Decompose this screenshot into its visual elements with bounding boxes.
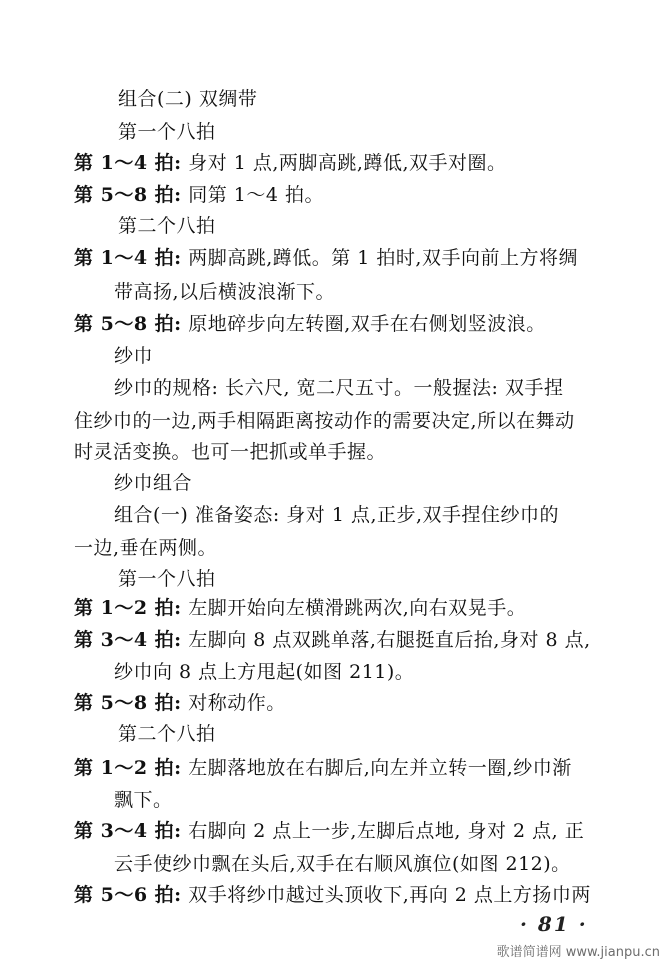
line-text: 组合(一) 准备姿态: 身对 1 点,正步,双手捏住纱巾的	[114, 504, 560, 526]
beat-line	[74, 629, 591, 651]
beat-text: 两脚高跳,蹲低。第 1 拍时,双手向前上方将绸	[181, 247, 578, 269]
beat-label: 第 1～2 拍:	[74, 757, 182, 779]
beat-text: 左脚落地放在右脚后,向左并立转一圈,纱巾渐	[181, 757, 572, 779]
continuation-line	[114, 853, 571, 875]
line-text: 云手使纱巾飘在头后,双手在右顺风旗位(如图 212)。	[114, 853, 571, 875]
line-text: 纱巾	[114, 345, 154, 367]
beat-text: 对称动作。	[181, 692, 286, 714]
site-watermark: 歌谱简谱网 www.jianpu.cn	[496, 945, 660, 960]
beat-text: 原地碎步向左转圈,双手在右侧划竖波浪。	[181, 313, 546, 335]
beat-line	[74, 152, 507, 174]
line-text: 飘下。	[114, 789, 173, 811]
line-text: 第一个八拍	[118, 568, 216, 590]
continuation-line	[114, 789, 173, 811]
beat-label: 第 5～6 拍:	[74, 884, 182, 906]
continuation-line	[114, 281, 335, 303]
line-text: 纱巾的规格: 长六尺, 宽二尺五寸。一般握法: 双手捏	[114, 377, 564, 399]
line-text: 第二个八拍	[118, 723, 216, 745]
beat-line	[74, 184, 324, 206]
beat-text: 左脚开始向左横滑跳两次,向右双晃手。	[181, 597, 527, 619]
line-text: 第一个八拍	[118, 121, 216, 143]
beat-line	[74, 247, 578, 269]
line-text: 组合(二) 双绸带	[118, 88, 258, 110]
beat-text: 右脚向 2 点上一步,左脚后点地, 身对 2 点, 正	[181, 820, 585, 842]
beat-line	[74, 692, 286, 714]
line-text: 第二个八拍	[118, 215, 216, 237]
beat-label: 第 5～8 拍:	[74, 692, 182, 714]
subheading-second-eight-beats	[118, 723, 216, 745]
line-text: 带高扬,以后横波浪渐下。	[114, 281, 336, 303]
section-title-combination-2	[118, 88, 257, 110]
paragraph-line	[74, 410, 575, 432]
subheading-first-eight-beats	[118, 568, 216, 590]
beat-line	[74, 597, 526, 619]
beat-text: 身对 1 点,两脚高跳,蹲低,双手对圈。	[181, 152, 507, 174]
paragraph-line	[114, 504, 559, 526]
line-text: 纱巾向 8 点上方甩起(如图 211)。	[114, 661, 415, 683]
section-title-gauze-combination	[114, 472, 192, 494]
paragraph-line	[74, 537, 217, 559]
beat-text: 同第 1～4 拍。	[181, 184, 324, 206]
beat-label: 第 1～4 拍:	[74, 247, 182, 269]
beat-text: 左脚向 8 点双跳单落,右腿挺直后抬,身对 8 点,	[181, 629, 591, 651]
beat-text: 双手将纱巾越过头顶收下,再向 2 点上方扬巾两	[181, 884, 591, 906]
beat-label: 第 5～8 拍:	[74, 313, 182, 335]
beat-line	[74, 757, 572, 779]
line-text: 住纱巾的一边,两手相隔距离按动作的需要决定,所以在舞动	[74, 410, 575, 432]
beat-line	[74, 884, 591, 906]
page-number: · 81 ·	[520, 912, 588, 936]
line-text: 纱巾组合	[114, 472, 193, 494]
paragraph-line	[114, 377, 563, 399]
beat-line	[74, 313, 546, 335]
continuation-line	[114, 661, 414, 683]
beat-label: 第 1～2 拍:	[74, 597, 182, 619]
section-title-gauze-scarf	[114, 345, 153, 367]
subheading-second-eight-beats	[118, 215, 216, 237]
subheading-first-eight-beats	[118, 121, 216, 143]
beat-label: 第 3～4 拍:	[74, 629, 182, 651]
beat-label: 第 3～4 拍:	[74, 820, 182, 842]
line-text: 时灵活变换。也可一把抓或单手握。	[74, 441, 387, 463]
beat-label: 第 1～4 拍:	[74, 152, 182, 174]
paragraph-line	[74, 441, 386, 463]
line-text: 一边,垂在两侧。	[74, 537, 218, 559]
beat-label: 第 5～8 拍:	[74, 184, 182, 206]
beat-line	[74, 820, 584, 842]
